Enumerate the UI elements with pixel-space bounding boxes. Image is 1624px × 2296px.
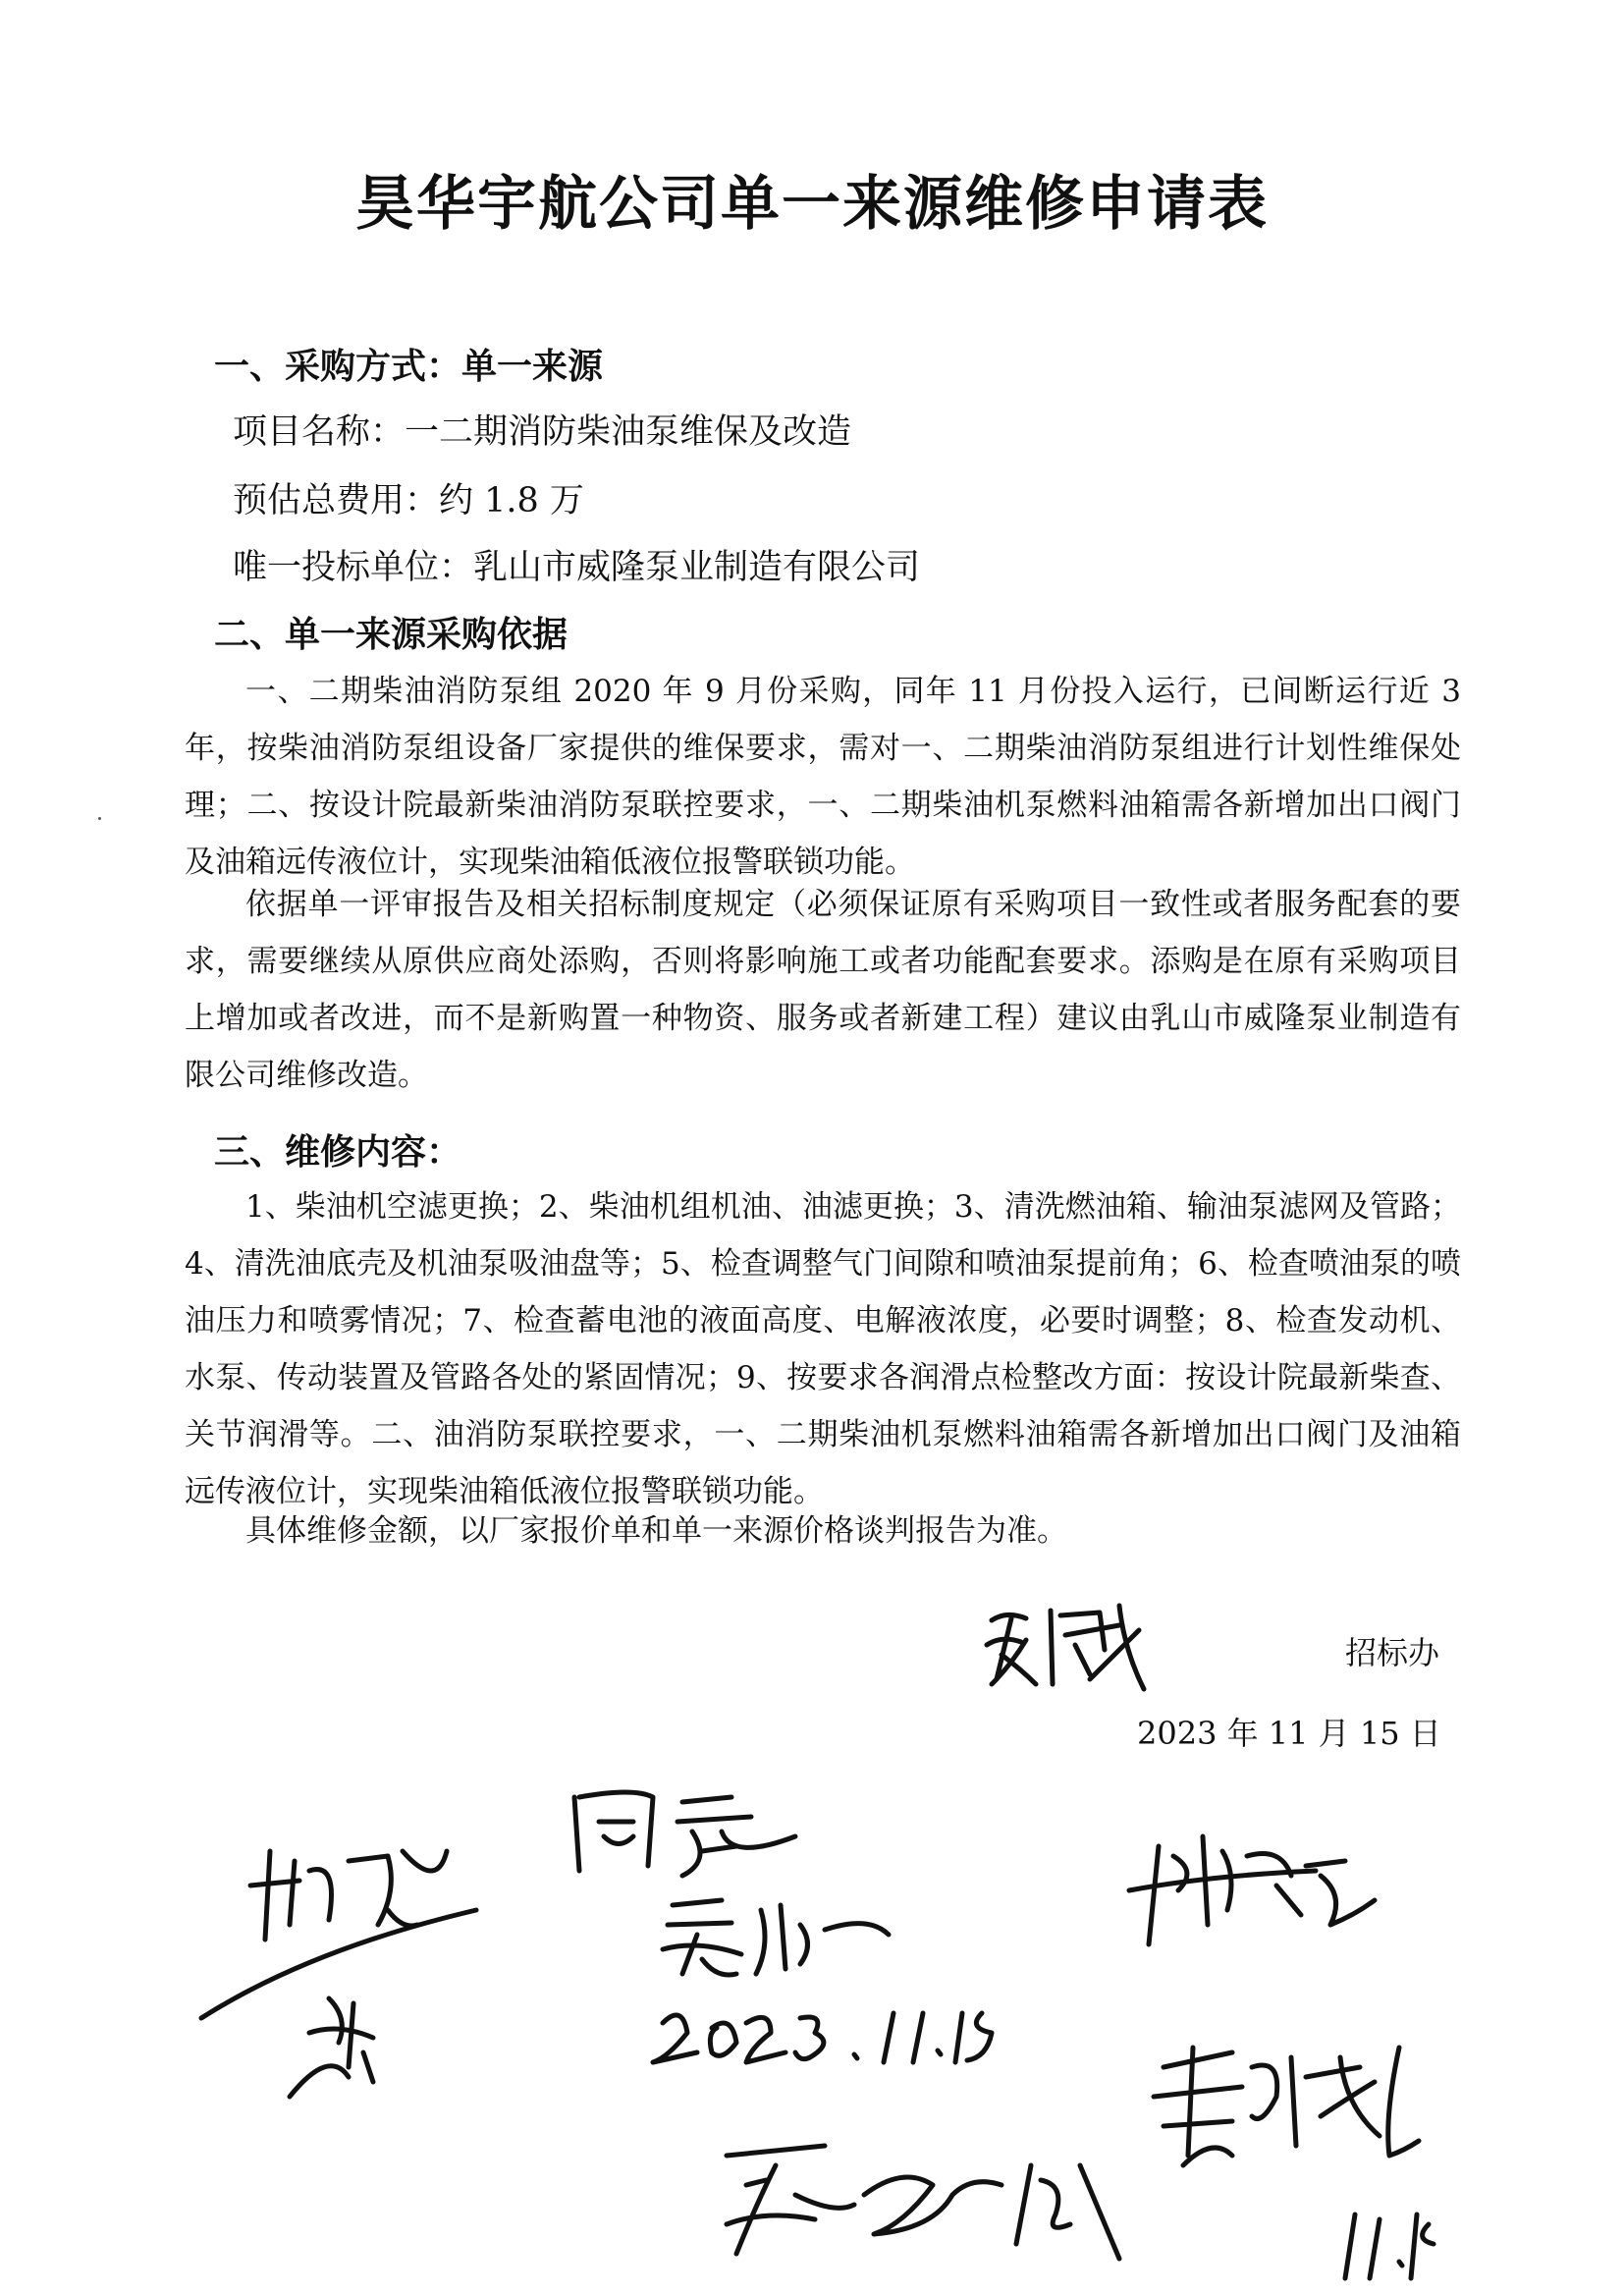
signature-bottom-right	[1134, 2028, 1429, 2293]
signature-middle	[643, 1886, 1006, 2082]
handwritten-approval	[565, 1777, 800, 1886]
estimated-cost: 预估总费用：约 1.8 万	[233, 481, 584, 520]
signature-left	[191, 1831, 486, 2116]
signature-right	[1119, 1817, 1384, 1954]
signature-applicant	[972, 1591, 1159, 1699]
section2-heading: 二、单一来源采购依据	[214, 615, 568, 655]
section3-paragraph-1: 1、柴油机空滤更换；2、柴油机组机油、油滤更换；3、清洗燃油箱、输油泵滤网及管路；4、清洗油底壳及机油泵吸油盘等；5、检查调整气门间隙和喷油泵提前角；6、检查喷油泵的喷油压力和喷雾情况；7、检查蓄电池的液面高度、电解液浓度，必要时调整；8、检查发动机、水泵、传动装置及管路各处的紧固情况；9、按要求各润滑点检整改方面：按设计院最新柴查、关节润滑等。二、油消防泵联控要求，一、二期柴油机泵燃料油箱需各新增加出口阀门及油箱远传液位计，实现柴油箱低液位报警联锁功能。	[185, 1189, 1461, 1509]
document-title: 昊华宇航公司单一来源维修申请表	[355, 170, 1269, 239]
section1-heading: 一、采购方式：单一来源	[214, 347, 604, 387]
document-date: 2023 年 11 月 15 日	[1137, 1715, 1441, 1752]
section2-paragraph-1: 一、二期柴油消防泵组 2020 年 9 月份采购，同年 11 月份投入运行，已间断运行近 3 年，按柴油消防泵组设备厂家提供的维保要求，需对一、二期柴油消防泵组进行计划性维保处理；二、按设计院最新柴油消防泵联控要求，一、二期柴油机泵燃料油箱需各新增加出口阀门及油箱远传液位计，实现柴油箱低液位报警联锁功能。	[185, 674, 1461, 880]
section2-paragraph-2: 依据单一评审报告及相关招标制度规定（必须保证原有采购项目一致性或者服务配套的要求，需要继续从原供应商处添购，否则将影响施工或者功能配套要求。添购是在原有采购项目上增加或者改进，而不是新购置一种物资、服务或者新建工程）建议由乳山市威隆泵业制造有限公司维修改造。	[185, 887, 1461, 1093]
department-label: 招标办	[1345, 1634, 1440, 1671]
section3-heading: 三、维修内容：	[214, 1132, 462, 1173]
sole-bidder: 唯一投标单位：乳山市威隆泵业制造有限公司	[233, 548, 921, 587]
scan-speck	[98, 817, 101, 820]
signature-bottom-left	[707, 2126, 1129, 2273]
project-name: 项目名称：一二期消防柴油泵维保及改造	[233, 412, 852, 452]
section3-paragraph-2: 具体维修金额，以厂家报价单和单一来源价格谈判报告为准。	[245, 1513, 1067, 1549]
